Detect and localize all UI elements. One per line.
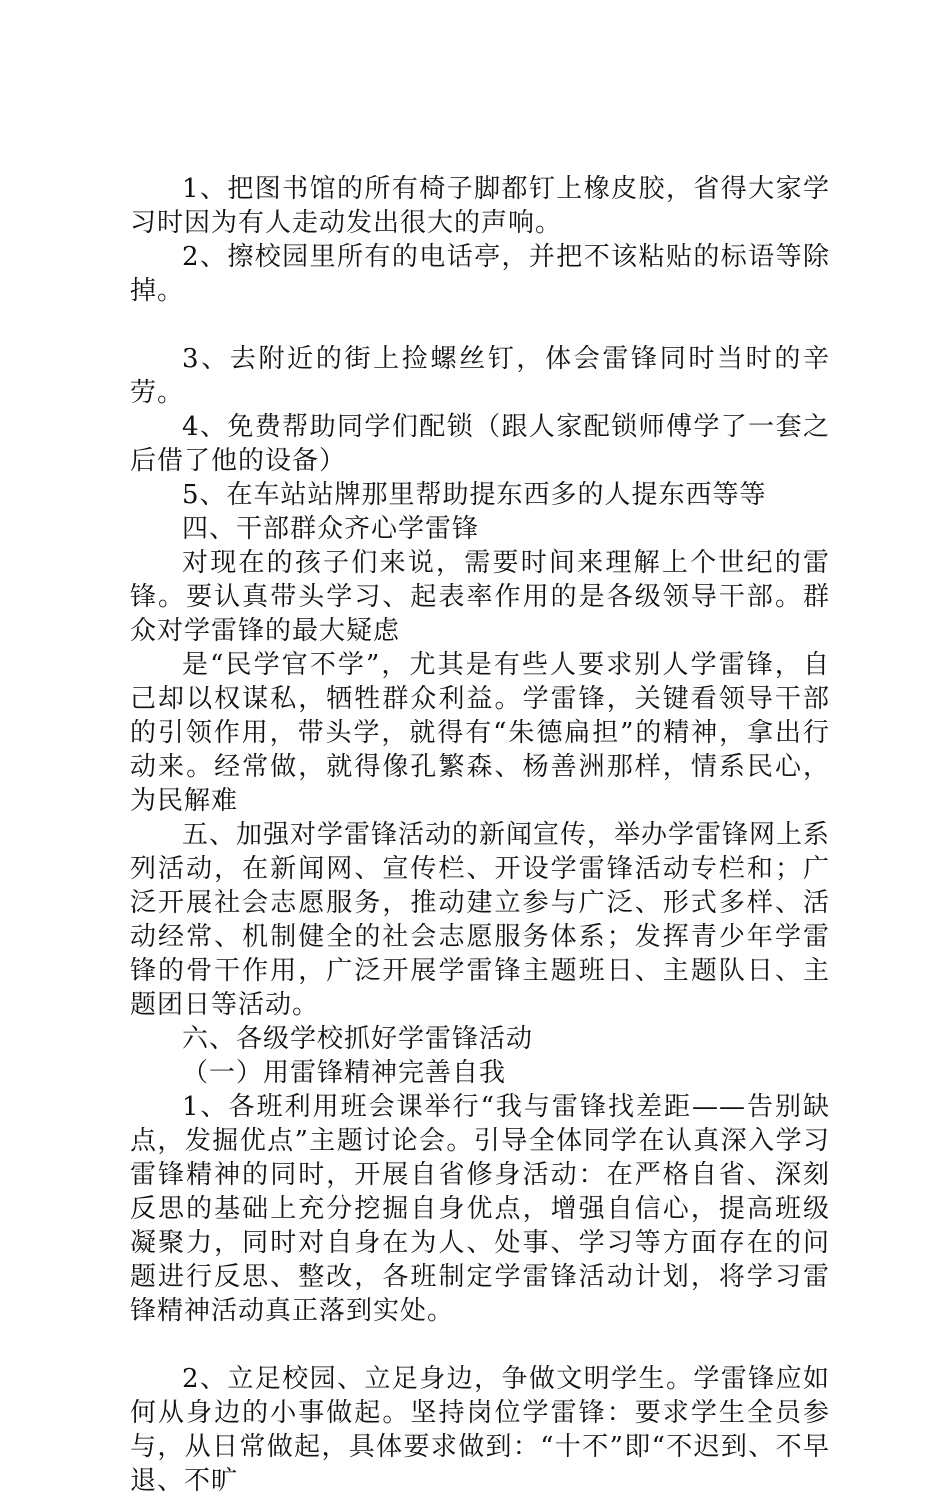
section-heading-5: 五、加强对学雷锋活动的新闻宣传，举办学雷锋网上系列活动，在新闻网、宣传栏、开设学雷锋活动专栏和；广泛开展社会志愿服务，推动建立参与广泛、形式多样、活动经常、机制健全的社会志愿服务体系；发挥青少年学雷锋的骨干作用，广泛开展学雷锋主题班日、主题队日、主题团日等活动。: [130, 820, 831, 1020]
section-heading-6: 六、各级学校抓好学雷锋活动: [182, 1024, 534, 1054]
document-body: [130, 172, 830, 1498]
section-heading-4: 四、干部群众齐心学雷锋: [182, 514, 480, 544]
paragraph-cadre-intro: 对现在的孩子们来说，需要时间来理解上个世纪的雷锋。要认真带头学习、起表率作用的是各级领导干部。群众对学雷锋的最大疑虑: [130, 548, 830, 646]
subsection-heading-1: （一）用雷锋精神完善自我: [182, 1058, 507, 1088]
paragraph-spacer: [130, 308, 830, 342]
paragraph-item-1: 1、把图书馆的所有椅子脚都钉上橡皮胶，省得大家学习时因为有人走动发出很大的声响。: [130, 174, 830, 238]
paragraph-item-5: 5、在车站站牌那里帮助提东西多的人提东西等等: [182, 480, 767, 510]
paragraph-campus-civility: 2、立足校园、立足身边，争做文明学生。学雷锋应如何从身边的小事做起。坚持岗位学雷锋：要求学生全员参与，从日常做起，具体要求做到：“十不”即“不迟到、不早退、不旷: [130, 1364, 830, 1496]
paragraph-item-2: 2、擦校园里所有的电话亭，并把不该粘贴的标语等除掉。: [130, 242, 830, 306]
paragraph-spacer: [130, 1328, 830, 1362]
paragraph-item-4: 4、免费帮助同学们配锁（跟人家配锁师傅学了一套之后借了他的设备）: [130, 412, 830, 476]
paragraph-cadre-detail: 是“民学官不学”，尤其是有些人要求别人学雷锋，自己却以权谋私，牺牲群众利益。学雷锋，关键看领导干部的引领作用，带头学，就得有“朱德扁担”的精神，拿出行动来。经常做，就得像孔繁森、杨善洲那样，情系民心，为民解难: [130, 650, 830, 816]
paragraph-class-meeting: 1、各班利用班会课举行“我与雷锋找差距——告别缺点，发掘优点”主题讨论会。引导全体同学在认真深入学习雷锋精神的同时，开展自省修身活动：在严格自省、深刻反思的基础上充分挖掘自身优点，增强自信心，提高班级凝聚力，同时对自身在为人、处事、学习等方面存在的问题进行反思、整改，各班制定学雷锋活动计划，将学习雷锋精神活动真正落到实处。: [130, 1092, 830, 1326]
paragraph-item-3: 3、去附近的街上捡螺丝钉，体会雷锋同时当时的辛劳。: [130, 344, 830, 408]
